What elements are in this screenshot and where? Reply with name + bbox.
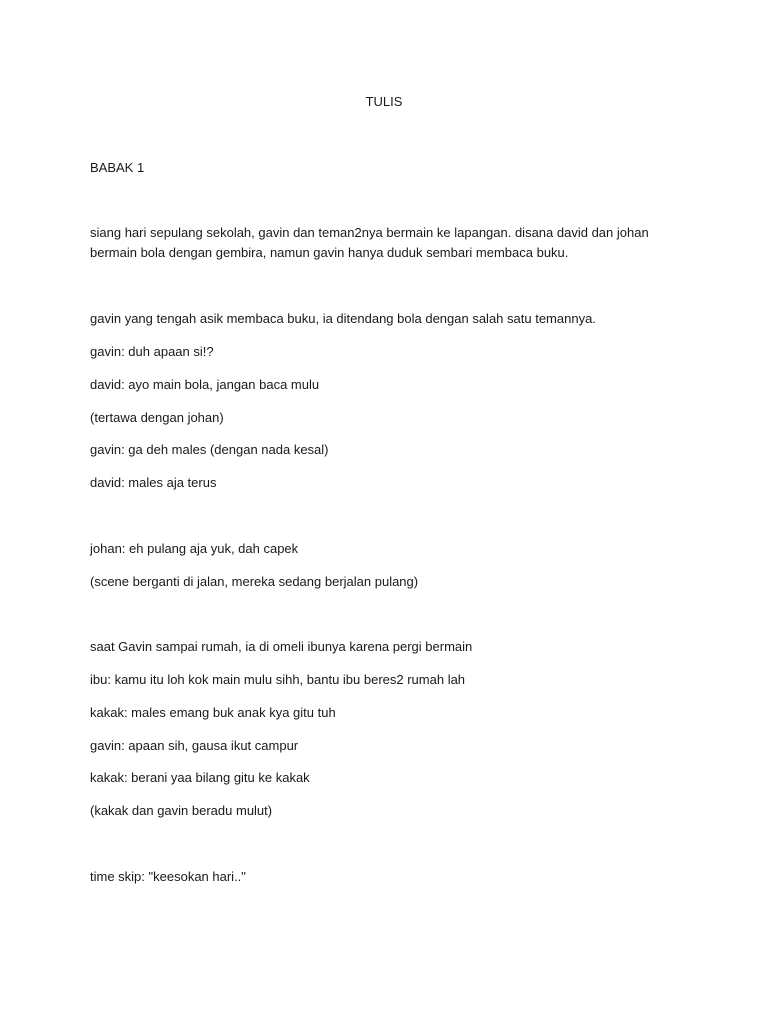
scene-heading: BABAK 1 xyxy=(90,160,145,175)
script-line: kakak: males emang buk anak kya gitu tuh xyxy=(90,705,336,720)
script-line: david: males aja terus xyxy=(90,475,217,490)
script-line: gavin: apaan sih, gausa ikut campur xyxy=(90,738,299,753)
script-line: kakak: berani yaa bilang gitu ke kakak xyxy=(90,770,310,785)
script-line: (tertawa dengan johan) xyxy=(90,410,224,425)
script-line: gavin yang tengah asik membaca buku, ia ditendang bola dengan salah satu temannya. xyxy=(90,311,596,326)
script-line: david: ayo main bola, jangan baca mulu xyxy=(90,377,320,392)
script-line: ibu: kamu itu loh kok main mulu sihh, bantu ibu beres2 rumah lah xyxy=(90,672,466,687)
document-title: TULIS xyxy=(365,94,403,109)
intro-paragraph: siang hari sepulang sekolah, gavin dan teman2nya bermain ke lapangan. disana david dan johan bermain bola dengan gembira, namun gavin hanya duduk sembari membaca buku. xyxy=(90,225,649,260)
script-line: (scene berganti di jalan, mereka sedang berjalan pulang) xyxy=(90,574,419,589)
script-line: gavin: duh apaan si!? xyxy=(90,344,214,359)
script-line: time skip: "keesokan hari.." xyxy=(90,869,246,884)
script-line: (kakak dan gavin beradu mulut) xyxy=(90,803,273,818)
script-line: saat Gavin sampai rumah, ia di omeli ibunya karena pergi bermain xyxy=(90,639,473,654)
script-line: gavin: ga deh males (dengan nada kesal) xyxy=(90,442,329,457)
script-line: johan: eh pulang aja yuk, dah capek xyxy=(90,541,299,556)
